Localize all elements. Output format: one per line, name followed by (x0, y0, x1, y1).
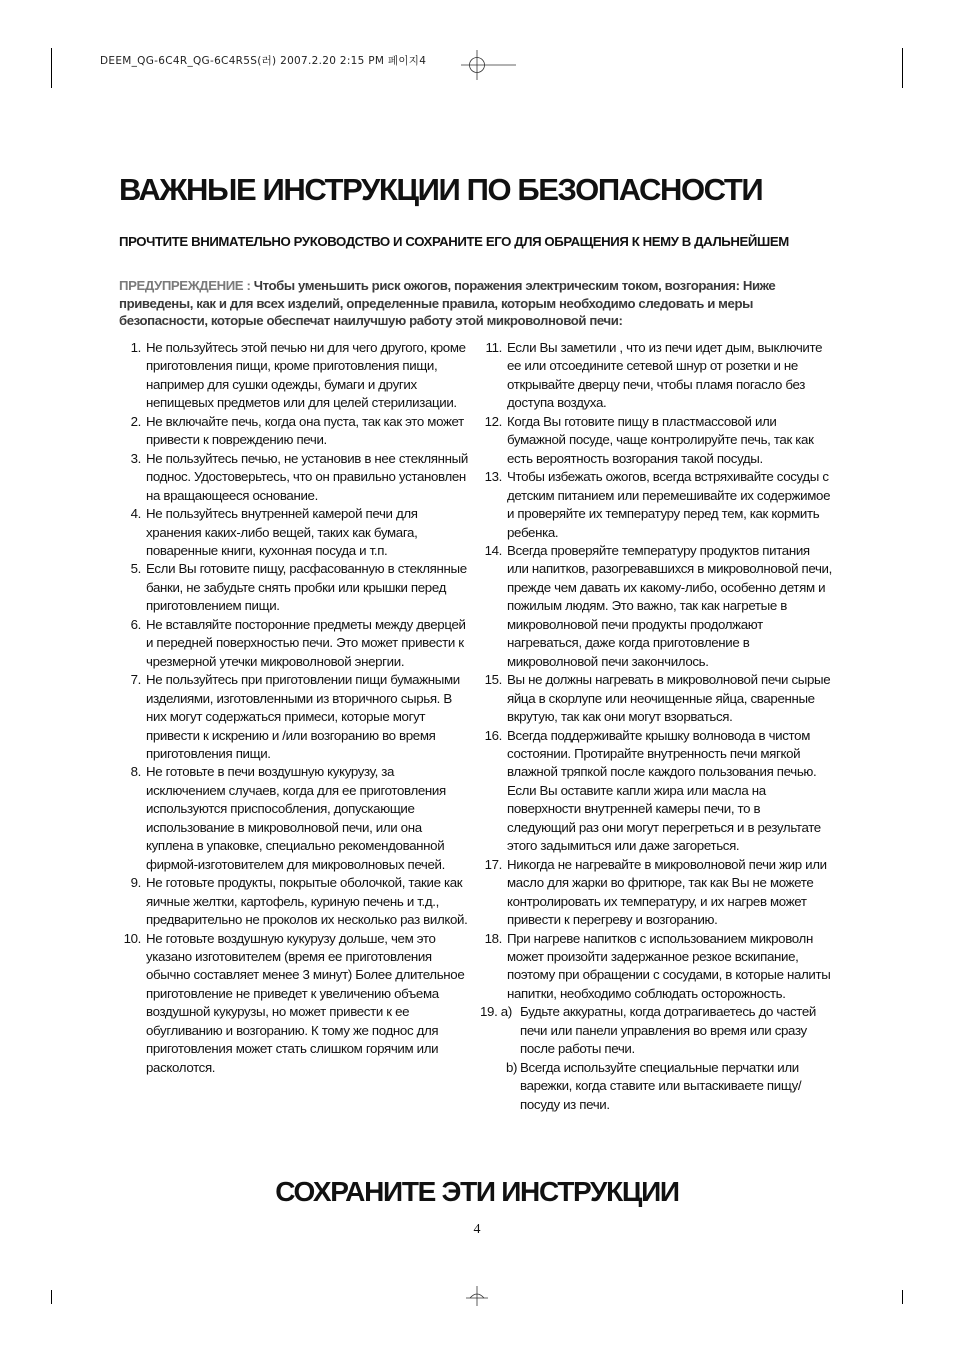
item-number: b) (506, 1059, 518, 1075)
item-text: При нагреве напитков с использованием микроволн может произойти задержанное резкое вскипание, поэтому при обращении с сосудами, в которые налиты напитки, необходимо соблюдать осторожность. (507, 930, 831, 1001)
item-text: Не готовьте в печи воздушную кукурузу, за исключением случаев, когда для ее приготовления используются приспособления, допускающие использование в микроволновой печи, или она куплена в упаковке, специально рекомендованной фирмой-изготовителем для микроволновых печей. (146, 764, 446, 872)
registration-mark-icon (458, 50, 518, 80)
item-text: Если Вы заметили , что из печи идет дым, выключите ее или отсоедините сетевой шнур от розетки и не открывайте дверцу печи, чтобы пламя погасло без доступа воздуха. (507, 340, 823, 411)
item-number: 8. (130, 764, 141, 780)
instruction-item (119, 763, 471, 874)
subheading: ПРОЧТИТЕ ВНИМАТЕЛЬНО РУКОВОДСТВО И СОХРАНИТЕ ЕГО ДЛЯ ОБРАЩЕНИЯ К НЕМУ В ДАЛЬНЕЙШЕМ (119, 234, 789, 249)
instruction-item (119, 560, 471, 615)
item-number: 5. (130, 561, 141, 577)
item-number: 10. (123, 930, 141, 946)
instruction-item (480, 339, 832, 413)
crop-mark-top-left (51, 48, 52, 88)
item-text: Не пользуйтесь при приготовлении пищи бумажными изделиями, изготовленными из вторичного сырья. В них могут содержаться примеси, которые могут привести к искрению и /или возгоранию во время приготовления пищи. (146, 672, 460, 761)
item-number: 7. (130, 672, 141, 688)
item-text: Всегда поддерживайте крышку волновода в чистом состоянии. Протирайте внутренность печи мягкой влажной тряпкой после каждого пользования печью. Если Вы оставите капли жира или масла на поверхности внутренней камеры печи, то в следующий раз они могут перегреться и в результате этого задымиться или даже загореться. (507, 727, 821, 854)
item-text: Не готовьте продукты, покрытые оболочкой, такие как яичные желтки, картофель, куриную печень и т.д., предварительно не проколов их несколько раз вилкой. (146, 875, 468, 928)
item-number: 15. (484, 672, 502, 688)
footer-title: СОХРАНИТЕ ЭТИ ИНСТРУКЦИИ (275, 1176, 679, 1207)
item-text: Если Вы готовите пищу, расфасованную в стеклянные банки, не забудьте снять пробки или крышки перед приготовлением пищи. (146, 561, 467, 614)
instruction-item (119, 339, 471, 413)
instruction-item (119, 671, 471, 763)
item-number: 12. (484, 413, 502, 429)
item-number: 19. a) (480, 1004, 512, 1020)
warning-paragraph (119, 277, 825, 330)
item-number: 6. (130, 616, 141, 632)
instruction-item (119, 450, 471, 505)
item-text: Всегда проверяйте температуру продуктов питания или напитков, разогревавшихся в микроволновой печи, прежде чем давать их какому-либо, особенно детям и пожилым людям. Это важно, так как нагретые в микроволновой печи продукты продолжают нагреваться, даже когда приготовление в микроволновой печи закончилось. (507, 542, 832, 669)
instructions-right-column (480, 339, 832, 1114)
instructions-left-column (119, 339, 471, 1077)
warning-label: ПРЕДУПРЕЖДЕНИЕ : (119, 278, 251, 293)
item-number: 2. (130, 413, 141, 429)
item-number: 18. (484, 930, 502, 946)
instruction-item (480, 930, 832, 1004)
instruction-item (119, 505, 471, 560)
instruction-item (119, 930, 471, 1078)
item-number: 4. (130, 506, 141, 522)
instruction-item (480, 856, 832, 930)
page-title: ВАЖНЫЕ ИНСТРУКЦИИ ПО БЕЗОПАСНОСТИ (119, 172, 763, 207)
crop-mark-bottom-right (902, 1290, 903, 1304)
instruction-item (480, 1003, 832, 1058)
item-text: Не пользуйтесь печью, не установив в нее стеклянный поднос. Удостоверьтесь, что он правильно установлен на вращающееся основание. (146, 450, 468, 503)
item-number: 16. (484, 727, 502, 743)
page-number: 4 (473, 1222, 481, 1237)
item-number: 11. (485, 340, 502, 355)
item-number: 9. (130, 875, 141, 891)
item-number: 17. (484, 856, 502, 872)
item-text: Всегда используйте специальные перчатки или варежки, когда ставите или вытаскиваете пищу/посуду из печи. (520, 1059, 802, 1112)
instruction-subitem (480, 1059, 832, 1114)
instruction-item (480, 671, 832, 726)
item-text: Когда Вы готовите пищу в пластмассовой или бумажной посуде, чаще контролируйте печь, так как есть вероятность возгорания такой посуды. (507, 413, 814, 466)
crop-mark-bottom-left (51, 1290, 52, 1304)
item-text: Не пользуйтесь этой печью ни для чего другого, кроме приготовления пищи, кроме приготовления пищи, например для сушки одежды, бумаги и других непищевых предметов или для целей стерилизации. (146, 340, 466, 411)
item-number: 3. (130, 450, 141, 466)
item-text: Никогда не нагревайте в микроволновой печи жир или масло для жарки во фритюре, так как Вы не можете контролировать их температуру, и их нагрев может привести к перегреву и возгоранию. (507, 856, 827, 928)
instruction-item (480, 413, 832, 468)
instruction-item (480, 468, 832, 542)
instruction-item (480, 542, 832, 671)
instruction-item (119, 874, 471, 929)
warning-text: Чтобы уменьшить риск ожогов, поражения электрическим током, возгорания: Ниже приведены, как и для всех изделий, определенные правила, которым необходимо следовать и меры безопасности, которые обеспечат наилучшую работу этой микроволновой печи: (119, 278, 776, 328)
item-number: 1. (130, 340, 141, 355)
item-text: Не готовьте воздушную кукурузу дольше, чем это указано изготовителем (время ее приготовления обычно составляет менее 3 минут) Более длительное приготовление не приведет к увеличению объема воздушной кукурузы, но может привести к ее обугливанию и возгоранию. К тому же поднос для приготовления может стать слишком горячим или расколотся. (146, 930, 465, 1075)
print-header: DEEM_QG-6C4R_QG-6C4R5S(러) 2007.2.20 2:15 PM 페이지4 (100, 55, 427, 67)
instruction-item (119, 413, 471, 450)
item-text: Не пользуйтесь внутренней камерой печи для хранения каких-либо вещей, таких как бумага, поваренные книги, кухонная посуда и т.п. (146, 506, 418, 558)
item-number: 14. (484, 542, 502, 558)
item-text: Не вставляйте посторонние предметы между дверцей и передней поверхностью печи. Это может привести к чрезмерной утечки микроволновой энергии. (146, 616, 466, 669)
item-text: Не включайте печь, когда она пуста, так как это может привести к повреждению печи. (146, 413, 464, 448)
item-text: Чтобы избежать ожогов, всегда встряхивайте сосуды с детским питанием или перемешивайте их содержимое и проверяйте их температуру перед тем, как кормить ребенка. (507, 469, 831, 540)
crop-mark-top-right (902, 48, 903, 88)
instruction-item (480, 727, 832, 856)
instruction-item (119, 616, 471, 671)
registration-mark-bottom-icon (462, 1286, 492, 1306)
item-text: Будьте аккуратны, когда дотрагиваетесь до частей печи или панели управления во время или сразу после работы печи. (520, 1004, 817, 1057)
item-number: 13. (484, 469, 502, 485)
item-text: Вы не должны нагревать в микроволновой печи сырые яйца в скорлупе или неочищенные яйца, сваренные вкрутую, так как они могут взорваться. (507, 672, 831, 725)
